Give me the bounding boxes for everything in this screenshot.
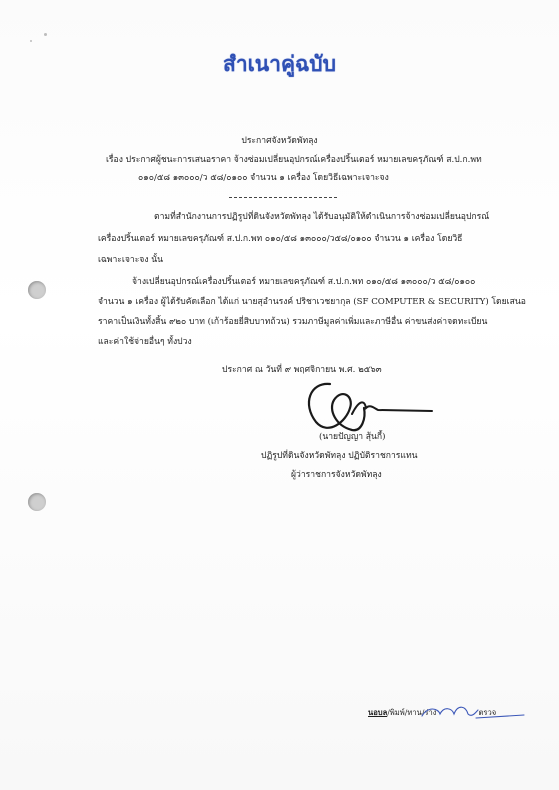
paragraph-2-line-4: และค่าใช้จ่ายอื่นๆ ทั้งปวง [98,337,192,347]
separator-line [229,197,337,198]
announcement-title: ประกาศจังหวัดพัทลุง [241,136,318,146]
punch-hole-bottom [28,493,46,511]
signatory-name: (นายปัญญา สุ้นกี้) [319,432,386,442]
signatory-position-2: ผู้ว่าราชการจังหวัดพัทลุง [291,470,382,480]
paragraph-1-line-2: เครื่องปริ้นเตอร์ หมายเลขครุภัณฑ์ ส.ป.ก.พท ๐๑๐/๕๘ ๑๓๐๐๐/ว๕๘/๐๑๐๐ จำนวน ๑ เครื่อง โดยวิธี [98,234,463,244]
initials-roles: /พิมพ์/ทาน/ร่าง [387,708,437,717]
paragraph-2-line-2: จำนวน ๑ เครื่อง ผู้ได้รับคัดเลือก ได้แก่ นายสุอำนรงค์ ปริชาเวชยากุล (SF COMPUTER & SECURITY) โดยเสนอ [98,297,526,307]
paragraph-1-line-3: เฉพาะเจาะจง นั้น [98,255,164,265]
paragraph-2-line-3: ราคาเป็นเงินทั้งสิ้น ๙๒๐ บาท (เก้าร้อยยี่สิบบาทถ้วน) รวมภาษีมูลค่าเพิ่มและภาษีอื่น ค่าขนส่งค่าจดทะเบียน [98,317,488,327]
subject-line-2: ๐๑๐/๕๘ ๑๓๐๐๐/ว ๕๘/๐๑๐๐ จำนวน ๑ เครื่อง โดยวิธีเฉพาะเจาะจง [138,173,389,183]
signatory-position-1: ปฏิรูปที่ดินจังหวัดพัทลุง ปฏิบัติราชการแทน [261,451,418,461]
copy-stamp: สำเนาคู่ฉบับ [223,52,336,76]
announce-date: ประกาศ ณ วันที่ ๙ พฤศจิกายน พ.ศ. ๒๕๖๓ [222,365,382,375]
paper-speck [30,40,32,42]
paragraph-1-line-1: ตามที่สำนักงานการปฏิรูปที่ดินจังหวัดพัทลุง ได้รับอนุมัติให้ดำเนินการจ้างซ่อมเปลี่ยนอุปกรณ์ [154,212,490,222]
initials-check-label: ตรวจ [478,708,497,717]
initials-typed-by: นอบล [368,708,388,717]
paper-speck [44,33,47,36]
paragraph-2-line-1: จ้างเปลี่ยนอุปกรณ์เครื่องปริ้นเตอร์ หมายเลขครุภัณฑ์ ส.ป.ก.พท ๐๑๐/๕๘ ๑๓๐๐๐/ว ๕๘/๐๑๐๐ [132,277,476,287]
punch-hole-top [28,281,46,299]
initials-scribble-image [418,702,528,724]
subject-line-1: เรื่อง ประกาศผู้ชนะการเสนอราคา จ้างซ่อมเปลี่ยนอุปกรณ์เครื่องปริ้นเตอร์ หมายเลขครุภัณฑ์ ส.ป.ก.พท [106,155,482,165]
